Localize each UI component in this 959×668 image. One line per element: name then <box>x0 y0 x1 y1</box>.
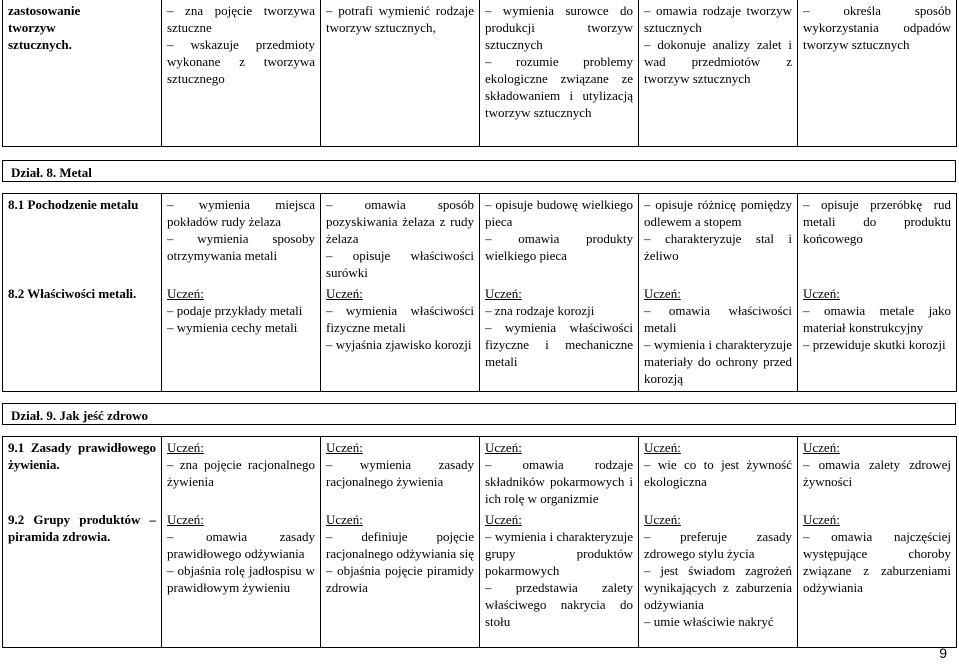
section-heading-8 <box>2 160 956 182</box>
requirement-item: – zna pojęcie racjonalnego żywienia <box>167 457 315 489</box>
requirement-item: – potrafi wymienić rodzaje tworzyw sztucznych, <box>326 3 474 35</box>
req-dobra <box>480 283 639 391</box>
req-dostateczna <box>321 283 480 391</box>
student-label: Uczeń: <box>644 286 681 301</box>
req-dobra <box>480 437 639 510</box>
section-title: Dział. 8. Metal <box>11 165 92 180</box>
requirement-item: – wymienia i charakteryzuje grupy produktów pokarmowych <box>485 529 633 578</box>
section-heading-9 <box>2 403 956 425</box>
requirement-item: – omawia sposób pozyskiwania żelaza z rudy żelaza <box>326 197 474 246</box>
requirement-item: – wymienia właściwości fizyczne i mechaniczne metali <box>485 320 633 369</box>
requirement-item: – wskazuje przedmioty wykonane z tworzywa sztucznego <box>167 37 315 86</box>
requirement-item: – określa sposób wykorzystania odpadów tworzyw sztucznych <box>803 3 951 52</box>
requirement-item: – umie właściwie nakryć <box>644 614 774 629</box>
req-dopuszczajaca <box>162 509 321 647</box>
req-dostateczna <box>321 437 480 510</box>
student-label: Uczeń: <box>326 440 363 455</box>
requirement-item: – charakteryzuje stal i żeliwo <box>644 231 792 263</box>
requirement-item: – opisuje budowę wielkiego pieca <box>485 197 633 229</box>
requirement-item: – omawia metale jako materiał konstrukcyjny <box>803 303 951 335</box>
student-label: Uczeń: <box>803 440 840 455</box>
req-dostateczna <box>321 509 480 647</box>
req-dobra <box>480 194 639 284</box>
table-plastics <box>2 0 957 147</box>
requirement-item: – wymienia cechy metali <box>167 320 298 335</box>
requirement-item: – omawia rodzaje tworzyw sztucznych <box>644 3 792 35</box>
topic-text: 8.1 Pochodzenie metalu <box>8 197 139 212</box>
topic-cell <box>3 0 162 146</box>
requirement-item: – preferuje zasady zdrowego stylu życia <box>644 529 792 561</box>
requirement-item: – wymienia i charakteryzuje materiały do ochrony przed korozją <box>644 337 792 386</box>
topic-text: 9.1 Zasady prawidłowego żywienia. <box>8 440 156 472</box>
requirement-item: – omawia rodzaje składników pokarmowych i ich rolę w organizmie <box>485 457 633 506</box>
req-celujaca <box>798 0 957 146</box>
req-dopuszczajaca <box>162 0 321 146</box>
req-dostateczna <box>321 194 480 284</box>
req-dostateczna <box>321 0 480 146</box>
requirement-item: – omawia produkty wielkiego pieca <box>485 231 633 263</box>
topic-cell <box>3 509 162 647</box>
requirement-item: – wyjaśnia zjawisko korozji <box>326 337 472 352</box>
requirement-item: – opisuje właściwości surówki <box>326 248 474 280</box>
req-bardzo-dobra <box>639 283 798 391</box>
req-dobra <box>480 0 639 146</box>
student-label: Uczeń: <box>803 512 840 527</box>
student-label: Uczeń: <box>167 286 204 301</box>
requirement-item: – wymienia sposoby otrzymywania metali <box>167 231 315 263</box>
student-label: Uczeń: <box>167 440 204 455</box>
requirement-item: – omawia zasady prawidłowego odżywiania <box>167 529 315 561</box>
requirement-item: – omawia zalety zdrowej żywności <box>803 457 951 489</box>
req-dopuszczajaca <box>162 194 321 284</box>
req-bardzo-dobra <box>639 509 798 647</box>
student-label: Uczeń: <box>644 512 681 527</box>
req-celujaca <box>798 509 957 647</box>
table-metal <box>2 193 957 392</box>
requirement-item: – definiuje pojęcie racjonalnego odżywiania się <box>326 529 474 561</box>
requirement-item: – wymienia właściwości fizyczne metali <box>326 303 474 335</box>
req-bardzo-dobra <box>639 194 798 284</box>
student-label: Uczeń: <box>167 512 204 527</box>
requirement-item: – zna rodzaje korozji <box>485 303 595 318</box>
req-dopuszczajaca <box>162 437 321 510</box>
student-label: Uczeń: <box>485 440 522 455</box>
requirement-item: – objaśnia pojęcie piramidy zdrowia <box>326 563 474 595</box>
req-celujaca <box>798 283 957 391</box>
req-dobra <box>480 509 639 647</box>
requirement-item: – wymienia surowce do produkcji tworzyw sztucznych <box>485 3 633 52</box>
req-bardzo-dobra <box>639 437 798 510</box>
requirement-item: – objaśnia rolę jadłospisu w prawidłowym żywieniu <box>167 563 315 595</box>
requirement-item: – opisuje różnicę pomiędzy odlewem a stopem <box>644 197 792 229</box>
requirement-item: – rozumie problemy ekologiczne związane ze składowaniem i utylizacją tworzyw sztucznych <box>485 54 633 120</box>
student-label: Uczeń: <box>485 286 522 301</box>
page-number: 9 <box>939 645 947 661</box>
topic-cell <box>3 194 162 284</box>
requirement-item: – omawia właściwości metali <box>644 303 792 335</box>
req-celujaca <box>798 194 957 284</box>
student-label: Uczeń: <box>803 286 840 301</box>
requirement-item: – dokonuje analizy zalet i wad przedmiotów z tworzyw sztucznych <box>644 37 792 86</box>
requirement-item: – jest świadom zagrożeń wynikających z zaburzenia odżywiania <box>644 563 792 612</box>
section-title: Dział. 9. Jak jeść zdrowo <box>11 408 148 423</box>
requirement-item: – przewiduje skutki korozji <box>803 337 946 352</box>
requirement-item: – wymienia miejsca pokładów rudy żelaza <box>167 197 315 229</box>
table-healthy-eating <box>2 436 957 648</box>
topic-cell <box>3 283 162 391</box>
requirement-item: – wie co to jest żywność ekologiczna <box>644 457 792 489</box>
req-celujaca <box>798 437 957 510</box>
student-label: Uczeń: <box>326 512 363 527</box>
student-label: Uczeń: <box>644 440 681 455</box>
req-dopuszczajaca <box>162 283 321 391</box>
student-label: Uczeń: <box>485 512 522 527</box>
requirement-item: – omawia najczęściej występujące choroby związane z zaburzeniami odżywiania <box>803 529 951 595</box>
req-bardzo-dobra <box>639 0 798 146</box>
student-label: Uczeń: <box>326 286 363 301</box>
requirement-item: – opisuje przeróbkę rud metali do produktu końcowego <box>803 197 951 246</box>
requirement-item: – przedstawia zalety właściwego nakrycia do stołu <box>485 580 633 629</box>
topic-text: 8.2 Właściwości metali. <box>8 286 137 301</box>
requirement-item: – zna pojęcie tworzywa sztuczne <box>167 3 315 35</box>
topic-cell <box>3 437 162 510</box>
topic-text: zastosowanie tworzyw sztucznych. <box>8 3 81 52</box>
topic-text: 9.2 Grupy produktów – piramida zdrowia. <box>8 512 156 544</box>
requirement-item: – podaje przykłady metali <box>167 303 303 318</box>
requirement-item: – wymienia zasady racjonalnego żywienia <box>326 457 474 489</box>
